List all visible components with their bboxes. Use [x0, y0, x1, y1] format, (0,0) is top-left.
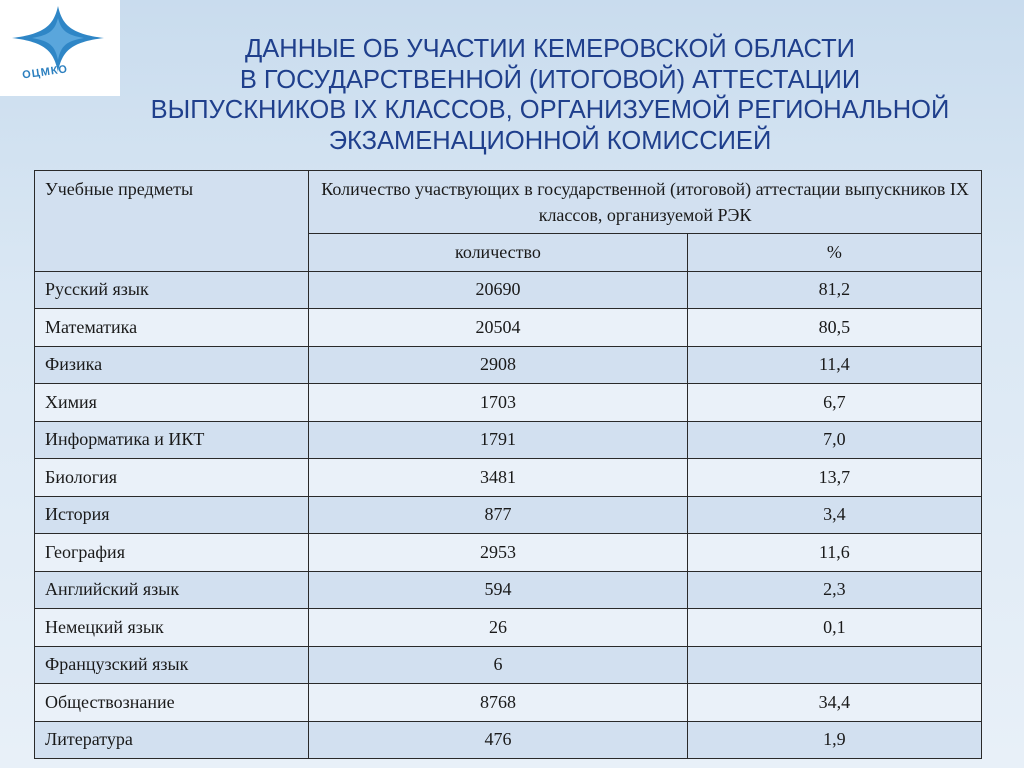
header-percent: %	[687, 234, 981, 272]
percent-cell: 80,5	[687, 309, 981, 347]
header-participants: Количество участвующих в государственной (итоговой) аттестации выпускников IX классов, организуемой РЭК	[309, 171, 982, 234]
subject-cell: Физика	[35, 346, 309, 384]
percent-cell: 34,4	[687, 684, 981, 722]
table-row	[35, 609, 982, 647]
title-line-2: В ГОСУДАРСТВЕННОЙ (ИТОГОВОЙ) АТТЕСТАЦИИ	[239, 65, 861, 94]
participation-table	[34, 170, 982, 759]
subject-cell: Обществознание	[35, 684, 309, 722]
subject-cell: История	[35, 496, 309, 534]
percent-cell: 2,3	[687, 571, 981, 609]
subject-cell: Биология	[35, 459, 309, 497]
percent-cell: 11,4	[687, 346, 981, 384]
count-cell: 26	[309, 609, 688, 647]
table-row	[35, 271, 982, 309]
subject-cell: Математика	[35, 309, 309, 347]
count-cell: 20690	[309, 271, 688, 309]
percent-cell: 6,7	[687, 384, 981, 422]
table-row	[35, 721, 982, 759]
count-cell: 1791	[309, 421, 688, 459]
subject-cell: Английский язык	[35, 571, 309, 609]
header-subjects: Учебные предметы	[35, 171, 309, 272]
table-row	[35, 384, 982, 422]
count-cell: 594	[309, 571, 688, 609]
count-cell: 1703	[309, 384, 688, 422]
count-cell: 2908	[309, 346, 688, 384]
page-title	[100, 34, 1000, 156]
subject-cell: Французский язык	[35, 646, 309, 684]
subject-cell: Химия	[35, 384, 309, 422]
count-cell: 6	[309, 646, 688, 684]
title-line-3: ВЫПУСКНИКОВ IX КЛАССОВ, ОРГАНИЗУЕМОЙ РЕГИОНАЛЬНОЙ	[150, 96, 950, 124]
count-cell: 8768	[309, 684, 688, 722]
count-cell: 20504	[309, 309, 688, 347]
count-cell: 877	[309, 496, 688, 534]
table-body	[35, 271, 982, 759]
count-cell: 3481	[309, 459, 688, 497]
table-row	[35, 346, 982, 384]
title-line-4: ЭКЗАМЕНАЦИОННОЙ КОМИССИЕЙ	[328, 126, 772, 155]
table-row	[35, 496, 982, 534]
percent-cell: 81,2	[687, 271, 981, 309]
table-row	[35, 571, 982, 609]
title-line-1: ДАННЫЕ ОБ УЧАСТИИ КЕМЕРОВСКОЙ ОБЛАСТИ	[245, 35, 855, 63]
percent-cell: 1,9	[687, 721, 981, 759]
percent-cell: 11,6	[687, 534, 981, 572]
table-row	[35, 421, 982, 459]
percent-cell: 3,4	[687, 496, 981, 534]
subject-cell: Литература	[35, 721, 309, 759]
percent-cell: 13,7	[687, 459, 981, 497]
table-row	[35, 309, 982, 347]
logo-text: ОЦМКО	[21, 63, 69, 82]
percent-cell	[687, 646, 981, 684]
count-cell: 476	[309, 721, 688, 759]
table-row	[35, 646, 982, 684]
count-cell: 2953	[309, 534, 688, 572]
subject-cell: География	[35, 534, 309, 572]
subject-cell: Немецкий язык	[35, 609, 309, 647]
percent-cell: 7,0	[687, 421, 981, 459]
table-row	[35, 534, 982, 572]
subject-cell: Русский язык	[35, 271, 309, 309]
percent-cell: 0,1	[687, 609, 981, 647]
header-count: количество	[309, 234, 688, 272]
table-row	[35, 459, 982, 497]
table-row	[35, 684, 982, 722]
subject-cell: Информатика и ИКТ	[35, 421, 309, 459]
